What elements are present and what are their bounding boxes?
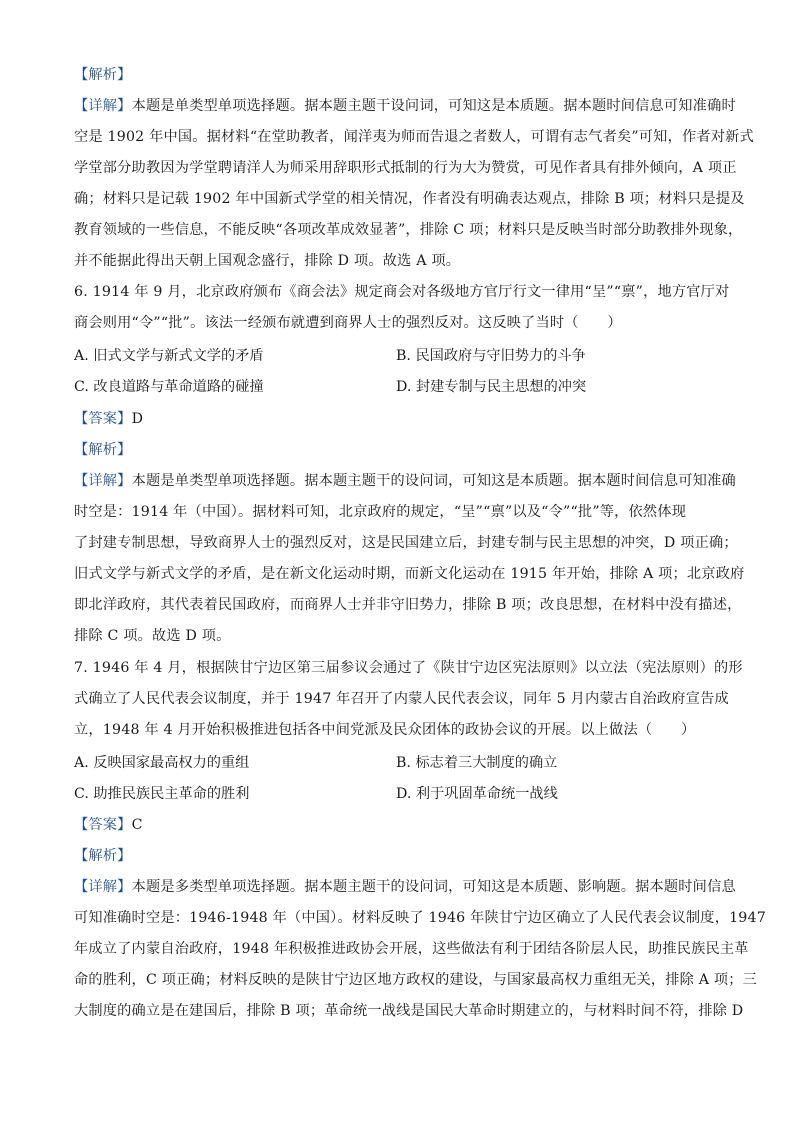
analysis-tag: 【解析】 <box>74 442 132 458</box>
q6-detail-line-4: 旧式文学与新式文学的矛盾，是在新文化运动时期，而新文化运动在 1915 年开始，排除 A 项；北京政府 <box>74 566 745 582</box>
q7-stem-line-2: 式确立了人民代表会议制度，并于 1947 年召开了内蒙人民代表会议，同年 5 月内蒙古自治政府宣告成 <box>74 691 729 707</box>
q7-option-c: C. 助推民族民主革命的胜利 <box>74 786 250 802</box>
detail-line-4: 确；材料只是记载 1902 年中国新式学堂的相关情况，作者没有明确表达观点，排除 B 项；材料只是提及 <box>74 191 745 207</box>
answer-tag: 【答案】 <box>74 411 132 427</box>
detail-tag: 【详解】 <box>74 473 132 489</box>
q7-detail-line-2: 可知准确时空是：1946-1948 年（中国）。材料反映了 1946 年陕甘宁边区确立了人民代表会议制度，1947 <box>74 910 766 926</box>
q6-detail-line-6: 排除 C 项。故选 D 项。 <box>74 628 231 644</box>
q6-option-c: C. 改良道路与革命道路的碰撞 <box>74 379 264 395</box>
q7-answer <box>74 815 143 835</box>
q7-detail-line-1: 【详解】本题是多类型单项选择题。据本题主题干的设问词，可知这是本质题、影响题。据本题时间信息 <box>74 879 736 895</box>
q7-option-a: A. 反映国家最高权力的重组 <box>74 755 250 771</box>
detail-tag: 【详解】 <box>74 98 132 114</box>
answer-tag: 【答案】 <box>74 817 132 833</box>
q7-detail-line-3: 年成立了内蒙自治政府，1948 年积极推进政协会开展，这些做法有利于团结各阶层人民，助推民族民主革 <box>74 941 749 957</box>
analysis-heading <box>74 65 132 85</box>
detail-line-2: 空是 1902 年中国。据材料“在堂助教者，闻洋夷为师而告退之者数人，可谓有志气者矣”可知，作者对新式 <box>74 129 754 145</box>
q6-stem-line-1: 6. 1914 年 9 月，北京政府颁布《商会法》规定商会对各级地方官厅行文一律用“呈”“禀”，地方官厅对 <box>74 284 730 300</box>
q7-analysis-heading <box>74 846 132 866</box>
q6-detail-line-1: 【详解】本题是单类型单项选择题。据本题主题干的设问词，可知这是本质题。据本题时间信息可知准确 <box>74 473 736 489</box>
q7-stem-line-1: 7. 1946 年 4 月，根据陕甘宁边区第三届参议会通过了《陕甘宁边区宪法原则》以立法（宪法原则）的形 <box>74 660 743 676</box>
detail-tag: 【详解】 <box>74 879 132 895</box>
q6-option-b: B. 民国政府与守旧势力的斗争 <box>396 348 586 364</box>
analysis-tag: 【解析】 <box>74 67 132 83</box>
detail-text: 本题是单类型单项选择题。据本题主题干设问词，可知这是本质题。据本题时间信息可知准确时 <box>131 98 736 114</box>
detail-line-5: 教育领域的一些信息，不能反映“各项改革成效显著”，排除 C 项；材料只是反映当时部分助教排外现象， <box>74 222 743 238</box>
q6-stem-line-2: 商会则用“令”“批”。该法一经颁布就遭到商界人士的强烈反对。这反映了当时（ ） <box>74 315 622 331</box>
answer-value: C <box>131 817 143 833</box>
detail-line-1 <box>74 96 736 116</box>
detail-line-6: 并不能据此得出天朝上国观念盛行，排除 D 项。故选 A 项。 <box>74 253 461 269</box>
q7-detail-line-4: 命的胜利，C 项正确；材料反映的是陕甘宁边区地方政权的建设，与国家最高权力重组无关，排除 A 项；三 <box>74 972 758 988</box>
q7-stem-line-3: 立，1948 年 4 月开始积极推进包括各中间党派及民众团体的政协会议的开展。以上做法（ ） <box>74 722 696 738</box>
q6-detail-line-5: 即北洋政府，其代表着民国政府，而商界人士并非守旧势力，排除 B 项；改良思想，在材料中没有描述， <box>74 597 742 613</box>
analysis-tag: 【解析】 <box>74 848 132 864</box>
q6-answer <box>74 409 143 429</box>
q7-detail-line-5: 大制度的确立是在建国后，排除 B 项；革命统一战线是国民大革命时期建立的，与材料时间不符，排除 D <box>74 1003 744 1019</box>
q6-option-d: D. 封建专制与民主思想的冲突 <box>396 379 587 395</box>
detail-line-3: 学堂部分助教因为学堂聘请洋人为师采用辞职形式抵制的行为大为赞赏，可见作者具有排外倾向，A 项正 <box>74 160 737 176</box>
q7-option-b: B. 标志着三大制度的确立 <box>396 755 558 771</box>
q7-option-d: D. 利于巩固革命统一战线 <box>396 786 558 802</box>
q6-option-a: A. 旧式文学与新式文学的矛盾 <box>74 348 264 364</box>
q6-analysis-heading <box>74 440 132 460</box>
answer-value: D <box>131 411 144 427</box>
q6-detail-line-2: 时空是：1914 年（中国）。据材料可知，北京政府的规定，“呈”“禀”以及“令”“批”等，依然体现 <box>74 504 687 520</box>
q6-detail-line-3: 了封建专制思想，导致商界人士的强烈反对，这是民国建立后，封建专制与民主思想的冲突，D 项正确； <box>74 535 738 551</box>
